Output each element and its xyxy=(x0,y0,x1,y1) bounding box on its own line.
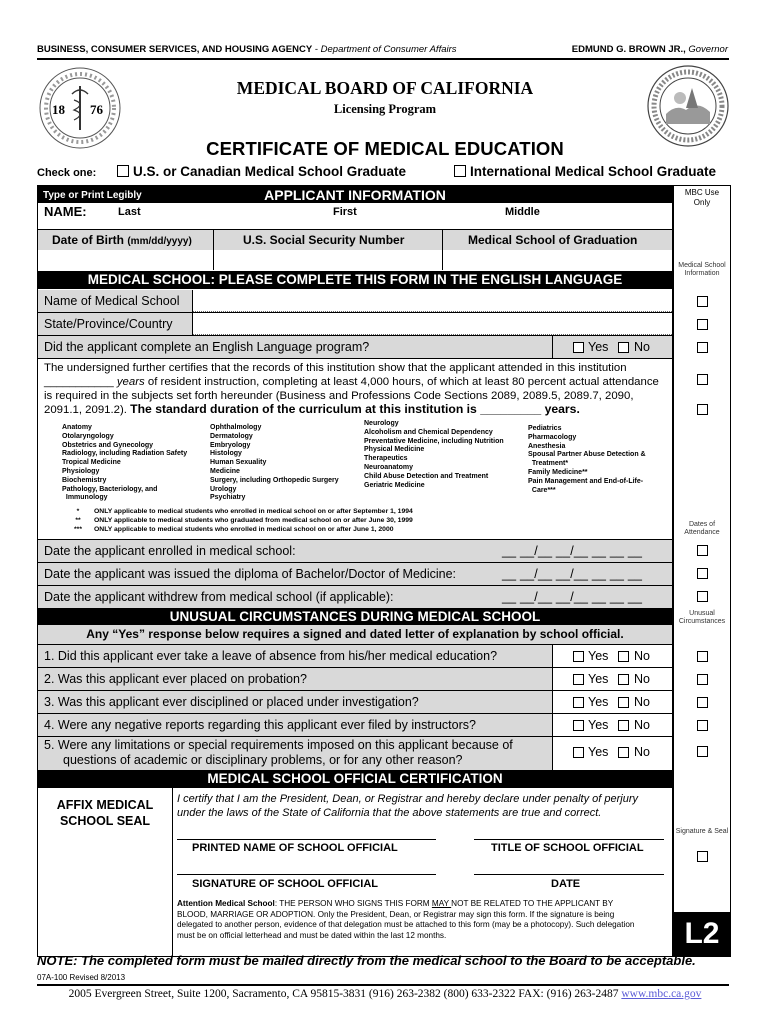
english-yes-checkbox[interactable] xyxy=(573,342,584,353)
withdrew-date-input[interactable]: __ __/__ __/__ __ __ __ xyxy=(502,590,643,604)
ssn-input[interactable] xyxy=(215,251,441,269)
medical-school-header: MEDICAL SCHOOL: PLEASE COMPLETE THIS FORM IN THE ENGLISH LANGUAGE xyxy=(87,272,623,287)
q3-no-checkbox[interactable] xyxy=(618,697,629,708)
mbc-use-only: MBC Use Only xyxy=(684,188,720,207)
q3-yes-checkbox[interactable] xyxy=(573,697,584,708)
specialty-item: Biochemistry xyxy=(62,476,107,484)
program-name: Licensing Program xyxy=(333,102,437,116)
form-id: 07A-100 Revised 8/2013 xyxy=(37,973,126,982)
q1-yes-checkbox[interactable] xyxy=(573,651,584,662)
withdrew-mbc-checkbox[interactable] xyxy=(697,591,708,602)
title-input[interactable] xyxy=(474,839,664,840)
q5-no-label: No xyxy=(634,745,650,759)
footnote-mark: ** xyxy=(75,516,81,524)
withdrew-label: Date the applicant withdrew from medical school (if applicable): xyxy=(44,590,394,604)
q5-text-line2: questions of academic or disciplinary problems, or for any other reason? xyxy=(63,753,463,767)
q2-yes-label: Yes xyxy=(588,672,609,686)
q2-yes-checkbox[interactable] xyxy=(573,674,584,685)
attention-line-1 xyxy=(177,899,634,910)
form-code: L2 xyxy=(684,917,720,950)
certify-paragraph xyxy=(44,362,670,418)
signature-side-label: Signature & Seal xyxy=(675,828,729,835)
english-mbc-checkbox[interactable] xyxy=(697,342,708,353)
q1-mbc-checkbox[interactable] xyxy=(697,651,708,662)
english-no-checkbox[interactable] xyxy=(618,342,629,353)
specialty-item: Dermatology xyxy=(210,432,253,440)
english-question: Did the applicant complete an English Language program? xyxy=(44,340,370,354)
q4-mbc-checkbox[interactable] xyxy=(697,720,708,731)
footer-address xyxy=(0,988,770,1000)
english-yes-label: Yes xyxy=(588,340,609,354)
q1-no-checkbox[interactable] xyxy=(618,651,629,662)
specialty-item: Immunology xyxy=(62,494,108,502)
q4-no-label: No xyxy=(634,718,650,732)
footer-rule xyxy=(37,984,729,986)
specialty-item: Neurology xyxy=(364,420,399,427)
specialties-col-4 xyxy=(528,425,646,495)
specialty-item: Pharmacology xyxy=(528,433,577,441)
specialty-item: Human Sexuality xyxy=(210,459,267,467)
dob-format: (mm/dd/yyyy) xyxy=(127,236,192,247)
standard-duration: The standard duration of the curriculum at this institution is _________ years. xyxy=(130,402,580,417)
english-yn-divider xyxy=(552,336,553,358)
footnote-mark: *** xyxy=(74,525,82,533)
website-link[interactable]: www.mbc.ca.gov xyxy=(621,988,702,1000)
governor-title: Governor xyxy=(685,44,728,55)
attention-may: MAY xyxy=(431,899,452,908)
specialties-col-3 xyxy=(364,420,504,490)
footnote-text: ONLY applicable to medical students who enrolled in medical school on or after June 1, 2000 xyxy=(94,525,394,533)
attention-label: Attention Medical School xyxy=(177,899,275,908)
footnote-text: ONLY applicable to medical students who graduated from medical school on or after June 30, 1999 xyxy=(94,516,413,524)
q2-mbc-checkbox[interactable] xyxy=(697,674,708,685)
dob-text: Date of Birth xyxy=(52,233,124,247)
certify-statement-1: I certify that I am the President, Dean, or Registrar and hereby declare under penalty of perjury xyxy=(177,793,639,805)
q2-text: 2. Was this applicant ever placed on probation? xyxy=(44,672,307,686)
state-label: State/Province/Country xyxy=(44,317,173,331)
governor-name: EDMUND G. BROWN JR., xyxy=(571,44,686,55)
specialty-item: Otolaryngology xyxy=(62,432,114,440)
page-title: CERTIFICATE OF MEDICAL EDUCATION xyxy=(206,138,564,159)
dob-divider-2 xyxy=(442,230,443,270)
certify-statement xyxy=(177,792,638,820)
attention-line-4: must be on official letterhead and must be dated within the last 12 months. xyxy=(177,930,447,940)
certify-line-3: is required in the subjects set forth hereunder (Business and Professions Code Sections 2089, 2089.5, 2089.7, 2090, xyxy=(44,389,634,402)
certify-line-2 xyxy=(44,376,670,390)
certify-statement-2: under the laws of the State of California that the above statements are true and correct. xyxy=(177,807,602,819)
attention-text-1: : THE PERSON WHO SIGNS THIS FORM xyxy=(274,899,432,908)
q1-no-label: No xyxy=(634,649,650,663)
diploma-mbc-checkbox[interactable] xyxy=(697,568,708,579)
school-name-label: Name of Medical School xyxy=(44,294,180,308)
seal-year-left: 18 xyxy=(52,102,65,117)
certify-line-4 xyxy=(44,403,670,418)
date-label: DATE xyxy=(551,878,581,890)
unusual-side-label: Unusual Circumstances xyxy=(678,610,726,625)
q3-yes-label: Yes xyxy=(588,695,609,709)
footnote xyxy=(62,508,413,517)
specialty-item: Medicine xyxy=(210,467,240,475)
school-grad-label: Medical School of Graduation xyxy=(468,233,638,247)
specialty-item: Child Abuse Detection and Treatment xyxy=(364,472,489,480)
footnote-text: ONLY applicable to medical students who enrolled in medical school on or after September 1, 1994 xyxy=(94,508,413,515)
q2-no-checkbox[interactable] xyxy=(618,674,629,685)
enrolled-mbc-checkbox[interactable] xyxy=(697,545,708,556)
specialty-item: Therapeutics xyxy=(364,455,408,463)
specialty-item: Geriatric Medicine xyxy=(364,481,425,489)
governor-line xyxy=(572,44,728,55)
q4-yes-checkbox[interactable] xyxy=(573,720,584,731)
state-mbc-checkbox[interactable] xyxy=(697,319,708,330)
name-label: NAME: xyxy=(44,204,87,219)
specialty-item: Pathology, Bacteriology, and xyxy=(62,485,158,493)
q3-mbc-checkbox[interactable] xyxy=(697,697,708,708)
address-text: 2005 Evergreen Street, Suite 1200, Sacramento, CA 95815-3831 (916) 263-2382 (800) 633-2322 FAX: (916) 263-2487 xyxy=(68,988,622,1000)
agency-sep: - xyxy=(312,44,321,55)
middle-label: Middle xyxy=(505,206,540,218)
certification-header: MEDICAL SCHOOL OFFICIAL CERTIFICATION xyxy=(207,771,503,786)
specialty-item: Radiology, including Radiation Safety xyxy=(62,450,188,458)
affix-seal-area xyxy=(38,797,172,829)
printed-name-label: PRINTED NAME OF SCHOOL OFFICIAL xyxy=(192,842,398,854)
specialty-item: Spousal Partner Abuse Detection & xyxy=(528,451,646,459)
state-seal xyxy=(646,64,730,148)
q1-text: 1. Did this applicant ever take a leave of absence from his/her medical education? xyxy=(44,649,498,663)
questions-yn-divider xyxy=(552,644,553,770)
diploma-label: Date the applicant was issued the diploma of Bachelor/Doctor of Medicine: xyxy=(44,567,457,581)
q4-yes-label: Yes xyxy=(588,718,609,732)
q4-no-checkbox[interactable] xyxy=(618,720,629,731)
date-input[interactable] xyxy=(474,874,664,875)
signature-label: SIGNATURE OF SCHOOL OFFICIAL xyxy=(192,878,378,890)
specialty-item: Pediatrics xyxy=(528,425,562,432)
header-rule xyxy=(37,58,729,60)
specialty-item: Alcoholism and Chemical Dependency xyxy=(364,428,493,436)
attention-notice xyxy=(177,899,634,941)
specialty-item: Physiology xyxy=(62,467,100,475)
specialty-item: Psychiatry xyxy=(210,494,246,502)
us-canadian-label: U.S. or Canadian Medical School Graduate xyxy=(133,164,407,179)
specialty-item: Preventative Medicine, including Nutrition xyxy=(364,437,504,445)
check-one-row xyxy=(37,164,729,182)
unusual-subheader: Any “Yes” response below requires a signed and dated letter of explanation by school official. xyxy=(86,627,624,641)
q4-text: 4. Were any negative reports regarding this applicant ever filed by instructors? xyxy=(44,718,476,732)
q5-mbc-checkbox[interactable] xyxy=(697,746,708,757)
specialty-item: Anatomy xyxy=(62,424,92,431)
ssn-label: U.S. Social Security Number xyxy=(243,233,405,247)
seal-year-right: 76 xyxy=(90,102,103,117)
seal-box-divider xyxy=(172,788,173,957)
q5-yes-label: Yes xyxy=(588,745,609,759)
medical-school-side-label: Medical School Information xyxy=(678,262,726,277)
footnote xyxy=(62,517,413,526)
specialty-item: Physical Medicine xyxy=(364,446,425,454)
dob-divider-1 xyxy=(213,230,214,270)
specialty-item: Family Medicine** xyxy=(528,468,588,476)
agency-dept: Department of Consumer Affairs xyxy=(320,44,457,55)
board-name: MEDICAL BOARD OF CALIFORNIA xyxy=(236,78,534,98)
specialty-item: Obstetrics and Gynecology xyxy=(62,441,154,449)
name-input-field[interactable] xyxy=(40,220,670,228)
specialty-item: Embryology xyxy=(210,441,251,449)
dob-label xyxy=(52,233,192,247)
printed-name-input[interactable] xyxy=(177,839,436,840)
specialty-item: Treatment* xyxy=(528,460,569,468)
us-canadian-checkbox[interactable] xyxy=(117,165,129,177)
dob-input[interactable] xyxy=(40,251,212,269)
years-blank[interactable]: ___________ xyxy=(44,375,117,388)
affix-seal-line2: SCHOOL SEAL xyxy=(59,814,151,828)
school-name-mbc-checkbox[interactable] xyxy=(697,296,708,307)
school-grad-input[interactable] xyxy=(444,251,670,269)
q2-no-label: No xyxy=(634,672,650,686)
q3-no-label: No xyxy=(634,695,650,709)
q1-yes-label: Yes xyxy=(588,649,609,663)
footnotes xyxy=(62,508,413,534)
agency-line xyxy=(37,44,457,55)
first-label: First xyxy=(333,206,357,218)
affix-seal-line1: AFFIX MEDICAL xyxy=(56,798,154,812)
specialty-item: Surgery, including Orthopedic Surgery xyxy=(210,476,339,484)
footnote xyxy=(62,526,413,535)
specialty-item: Urology xyxy=(210,485,237,493)
certify-line-1: The undersigned further certifies that the records of this institution show that the applicant attended in this institution xyxy=(44,362,627,374)
international-label: International Medical School Graduate xyxy=(470,164,717,179)
dates-side-label: Dates of Attendance xyxy=(684,521,720,536)
duration-mbc-checkbox[interactable] xyxy=(697,404,708,415)
specialty-item: Histology xyxy=(210,450,242,458)
years-word: years xyxy=(116,375,145,388)
specialty-item: Neuroanatomy xyxy=(364,463,414,471)
certify-line-2-rest: of resident instruction, completing at least 4,000 hours, of which at least 80 percent actual attendance xyxy=(144,375,659,388)
signature-mbc-checkbox[interactable] xyxy=(697,851,708,862)
type-print-label: Type or Print Legibly xyxy=(43,190,142,201)
agency-name: BUSINESS, CONSUMER SERVICES, AND HOUSING AGENCY xyxy=(37,44,313,55)
q5-text-line1: 5. Were any limitations or special requirements imposed on this applicant because of xyxy=(44,738,513,752)
enrolled-label: Date the applicant enrolled in medical school: xyxy=(44,544,296,558)
signature-input[interactable] xyxy=(177,874,436,875)
international-checkbox[interactable] xyxy=(454,165,466,177)
enrolled-date-input[interactable]: __ __/__ __/__ __ __ __ xyxy=(502,544,643,558)
title-official-label: TITLE OF SCHOOL OFFICIAL xyxy=(491,842,644,854)
diploma-date-input[interactable]: __ __/__ __/__ __ __ __ xyxy=(502,567,643,581)
form-code-box xyxy=(674,912,730,956)
mbc-column-divider xyxy=(672,185,674,957)
english-no-label: No xyxy=(634,340,650,354)
label-column-divider xyxy=(192,290,193,335)
attention-line-2: BLOOD, MARRIAGE OR ADOPTION. Only the President, Dean, or Registrar may sign this form. If the signature is being xyxy=(177,909,615,919)
footnote-mark: * xyxy=(76,508,80,515)
q5-yes-checkbox[interactable] xyxy=(573,747,584,758)
applicant-info-header: APPLICANT INFORMATION xyxy=(264,187,446,203)
specialty-item: Anesthesia xyxy=(528,442,566,450)
specialty-item: Pain Management and End-of-Life- xyxy=(528,477,644,485)
years-mbc-checkbox[interactable] xyxy=(697,374,708,385)
check-one-label: Check one: xyxy=(37,167,97,179)
unusual-header: UNUSUAL CIRCUMSTANCES DURING MEDICAL SCHOOL xyxy=(169,609,541,624)
specialty-item: Tropical Medicine xyxy=(62,459,121,467)
mailing-note: NOTE: The completed form must be mailed directly from the medical school to the Board to be acceptable. xyxy=(37,953,696,968)
attention-line-3: delegated to another person, evidence of that delegation must be attached to this form (may be a photocopy). Such delegation xyxy=(177,920,635,930)
specialty-item: Ophthalmology xyxy=(210,424,262,431)
specialty-item: Care*** xyxy=(528,486,556,494)
code-sections: 2091.1, 2091.2). xyxy=(44,404,131,417)
attention-text-1b: NOT BE RELATED TO THE APPLICANT BY xyxy=(451,899,614,908)
english-rule xyxy=(38,358,672,359)
last-label: Last xyxy=(118,206,141,218)
specialties-col-2 xyxy=(210,424,339,503)
q5-no-checkbox[interactable] xyxy=(618,747,629,758)
specialties-col-1 xyxy=(62,424,187,503)
q3-text: 3. Was this applicant ever disciplined or placed under investigation? xyxy=(44,695,419,709)
